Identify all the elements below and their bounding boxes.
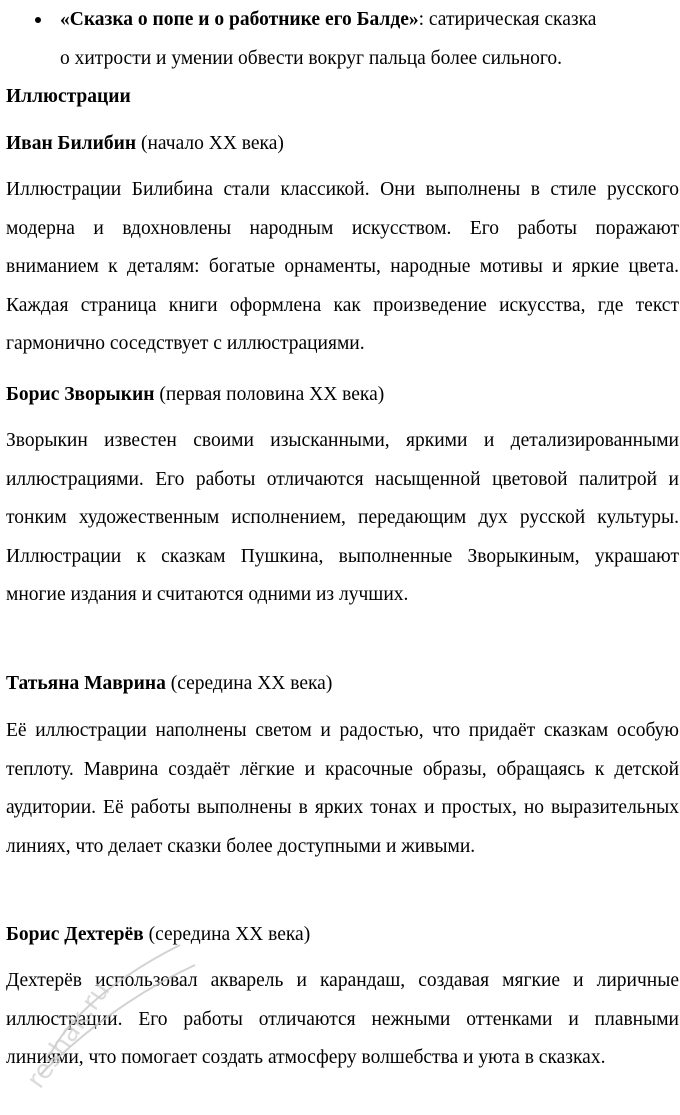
- artist-description-zvorykin: Зворыкин известен своими изысканными, яркими и детализированными иллюстрациями. Его работы отличаются насыщенной цветовой палитрой и тонким художественным исполнением, передающим дух русской культуры. Иллюстрации к сказкам Пушкина, выполненные Зворыкиным, украшают многие издания и считаются одними из лучших.: [6, 430, 679, 605]
- artist-description-mavrina: Её иллюстрации наполнены светом и радостью, что придаёт сказкам особую теплоту. Маврина создаёт лёгкие и красочные образы, обращаясь к детской аудитории. Её работы выполнены в ярких тонах и простых, но выразительных линиях, что делает сказки более доступными и живыми.: [6, 720, 679, 857]
- artist-name: Иван Билибин: [6, 133, 137, 154]
- section-title: Иллюстрации: [6, 86, 131, 107]
- bullet-text: [60, 1, 678, 78]
- artist-heading-bilibin: [6, 125, 679, 164]
- artist-heading-dekhterev: [6, 916, 679, 955]
- artist-name: Татьяна Маврина: [6, 673, 166, 694]
- artist-heading-mavrina: [6, 665, 679, 704]
- artist-period: (середина XX века): [165, 673, 333, 694]
- bullet-line2: о хитрости и умении обвести вокруг пальца более сильного.: [60, 47, 563, 69]
- bullet-dot: [35, 17, 41, 23]
- artist-heading-zvorykin: [6, 376, 679, 415]
- artist-description-bilibin: Иллюстрации Билибина стали классикой. Они выполнены в стиле русского модерна и вдохновлены народным искусством. Его работы поражают вниманием к деталям: богатые орнаменты, народные мотивы и яркие цвета. Каждая страница книги оформлена как произведение искусства, где текст гармонично соседствует с иллюстрациями.: [6, 179, 679, 354]
- artist-description-dekhterev: Дехтерёв использовал акварель и карандаш, создавая мягкие и лиричные иллюстрации. Его работы отличаются нежными оттенками и плавными линиями, что помогает создать атмосферу волшебства и уюта в сказках.: [6, 970, 679, 1068]
- artist-period: (первая половина XX века): [154, 384, 385, 405]
- bullet-line1-rest: : сатирическая сказка: [418, 9, 597, 30]
- watermark-text: reshak.ru: [21, 976, 117, 1095]
- artist-period: (середина XX века): [143, 924, 311, 945]
- artist-period: (начало XX века): [136, 133, 284, 154]
- artist-name: Борис Дехтерёв: [6, 924, 144, 945]
- bullet-title: «Сказка о попе и о работнике его Балде»: [60, 9, 419, 30]
- artist-name: Борис Зворыкин: [6, 384, 155, 405]
